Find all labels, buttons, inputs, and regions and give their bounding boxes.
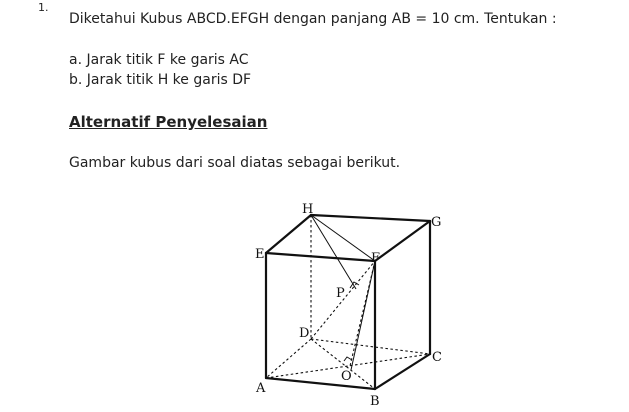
question-item-a: a. Jarak titik F ke garis AC bbox=[69, 52, 249, 68]
solution-heading: Alternatif Penyelesaian bbox=[69, 113, 268, 131]
hidden-edge-DC bbox=[311, 339, 430, 354]
label-D: D bbox=[299, 326, 310, 341]
label-F: F bbox=[371, 251, 381, 266]
edge-FG bbox=[375, 221, 430, 261]
solution-description: Gambar kubus dari soal diatas sebagai berikut. bbox=[69, 155, 401, 171]
label-C: C bbox=[432, 350, 442, 365]
label-B: B bbox=[370, 394, 380, 409]
hidden-edge-DA bbox=[266, 339, 311, 378]
segment-HP bbox=[311, 215, 356, 289]
diagonal-HF bbox=[311, 215, 375, 261]
label-G: G bbox=[431, 215, 442, 230]
question-item-b: b. Jarak titik H ke garis DF bbox=[69, 72, 252, 88]
edge-GH bbox=[311, 215, 430, 221]
question-number: 1. bbox=[38, 1, 49, 14]
label-O: O bbox=[341, 369, 352, 384]
label-A: A bbox=[256, 381, 266, 396]
label-P: P bbox=[336, 286, 345, 301]
edge-AB bbox=[266, 378, 375, 389]
question-statement: Diketahui Kubus ABCD.EFGH dengan panjang AB = 10 cm. Tentukan : bbox=[69, 11, 557, 27]
edge-EF bbox=[266, 253, 375, 261]
label-H: H bbox=[302, 202, 314, 217]
label-E: E bbox=[255, 247, 265, 262]
edge-BC bbox=[375, 354, 430, 389]
edge-HE bbox=[266, 215, 311, 253]
